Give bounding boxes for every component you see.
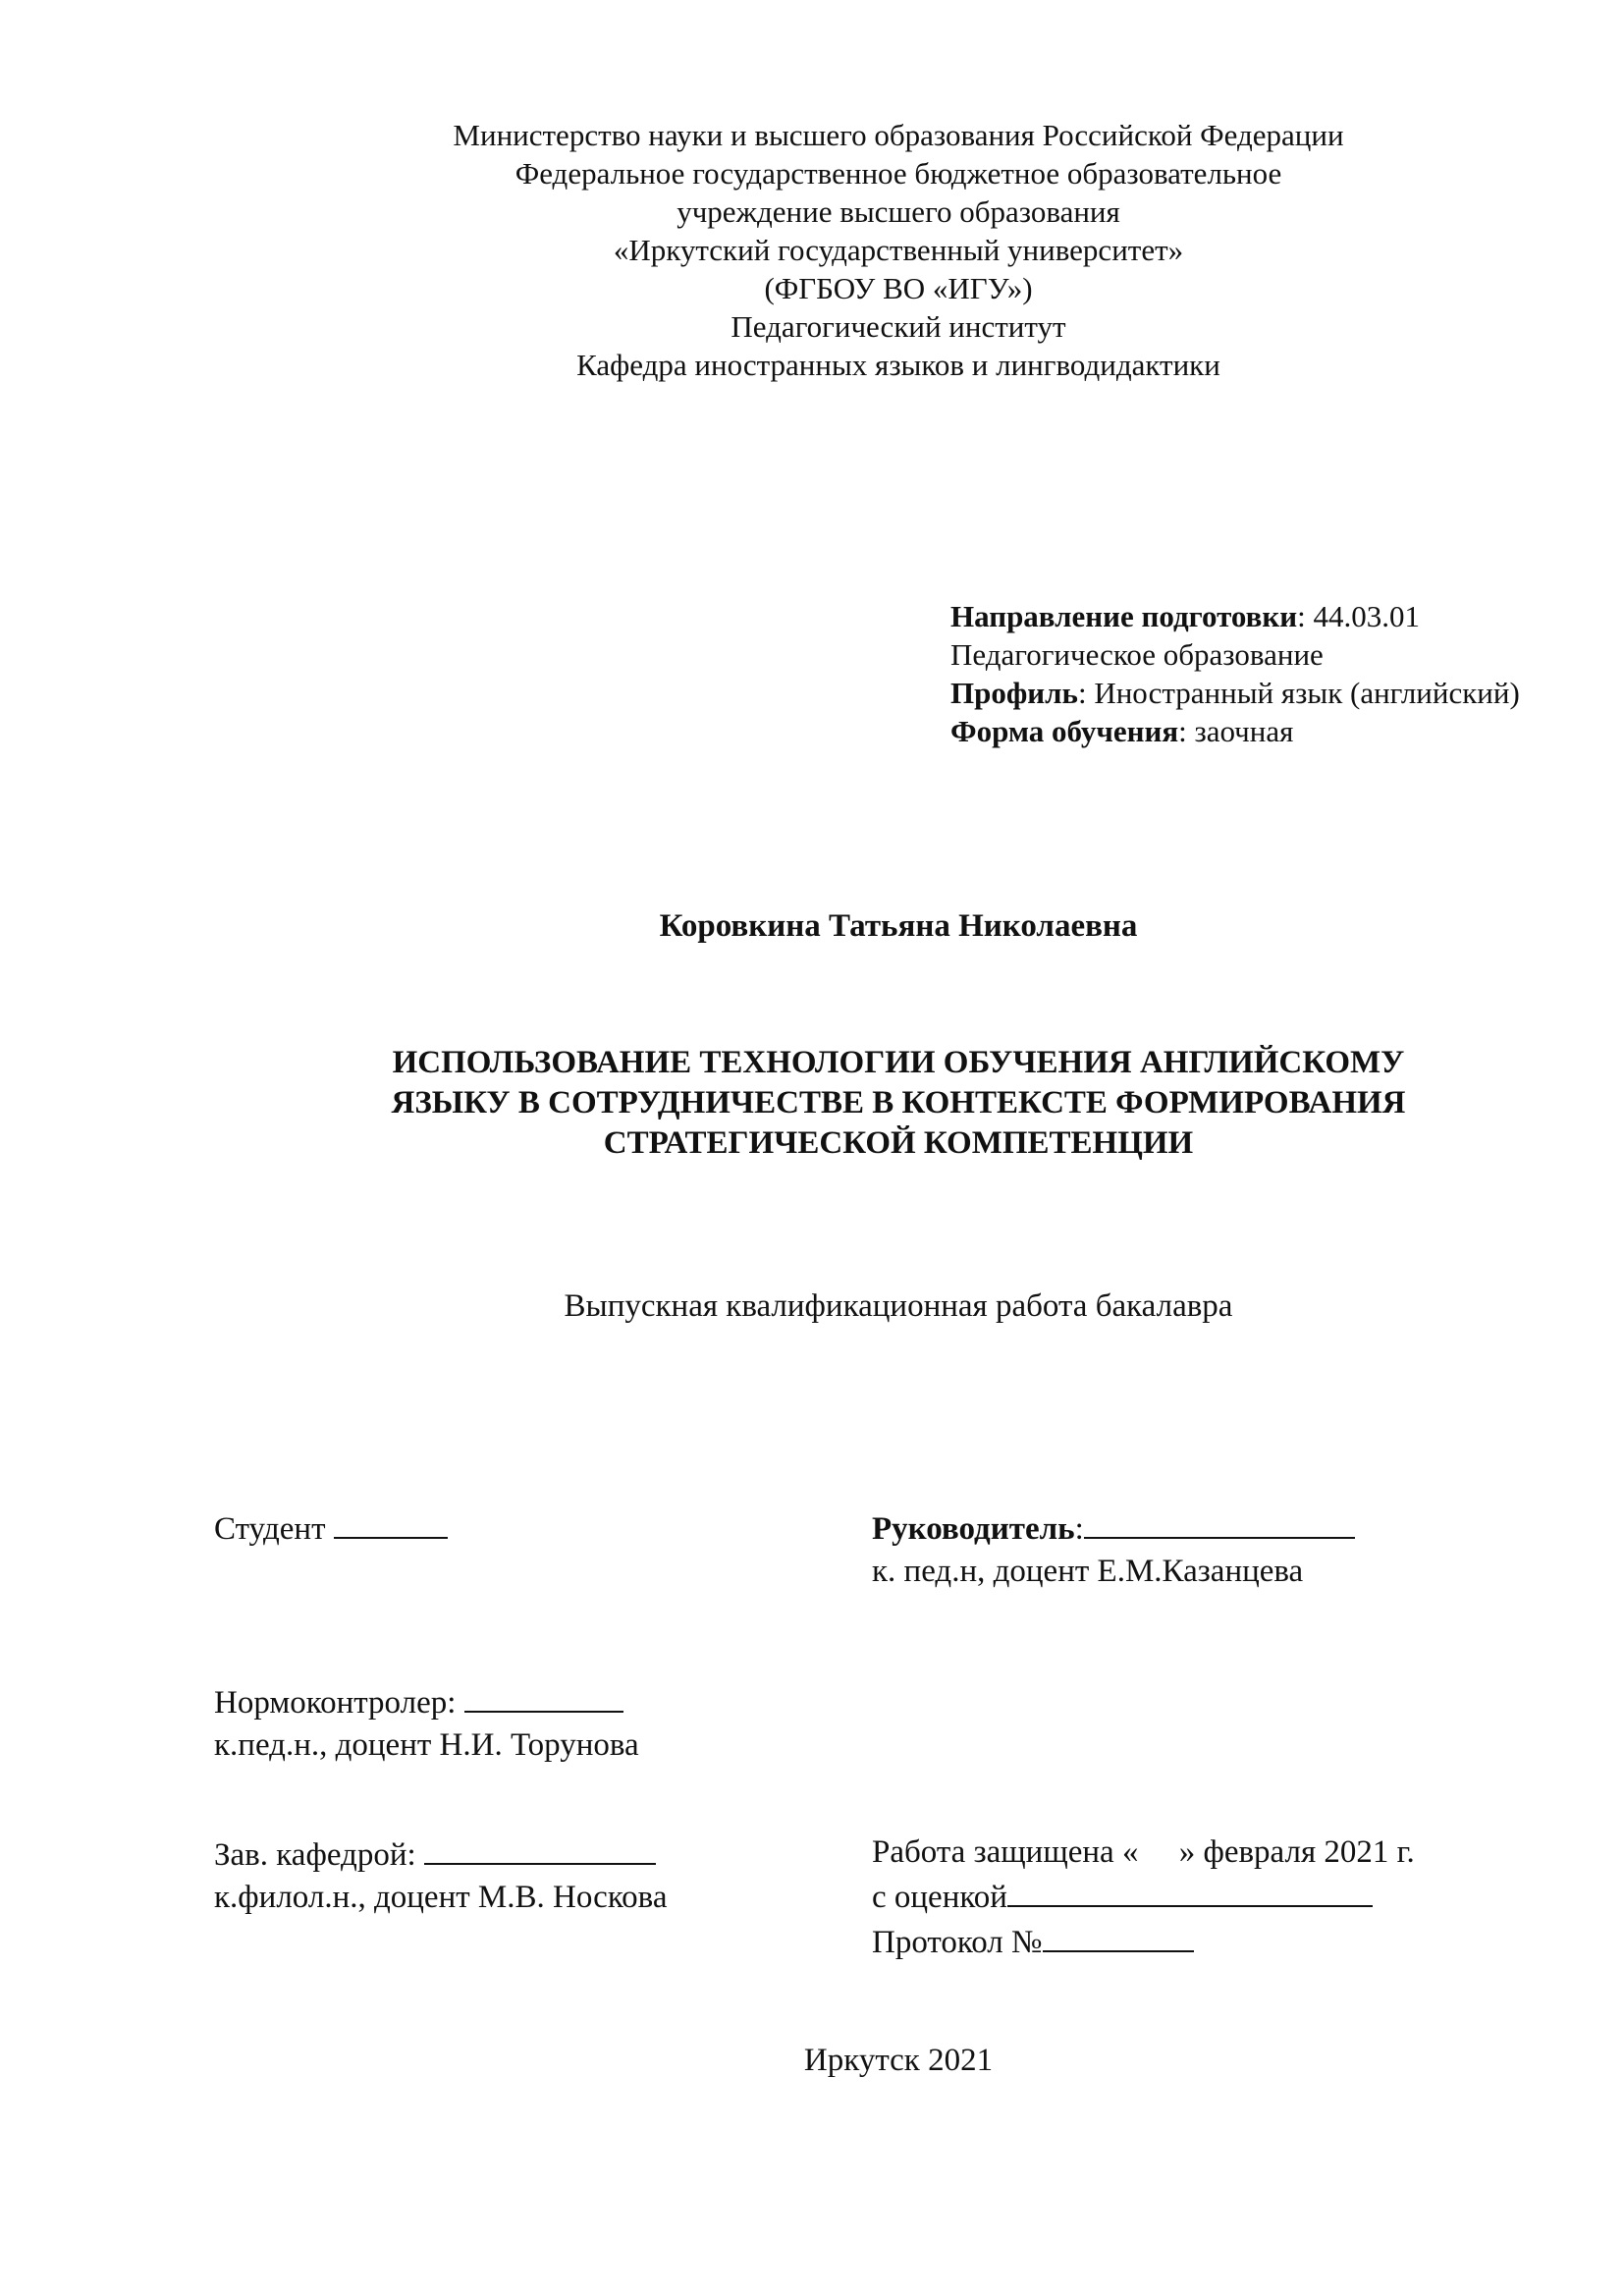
normcontrol-label: Нормоконтролер:	[214, 1685, 457, 1721]
profile-line	[950, 674, 1520, 712]
profile-value: : Иностранный язык (английский)	[1077, 676, 1520, 710]
thesis-title-line: СТРАТЕГИЧЕСКОЙ КОМПЕТЕНЦИИ	[603, 1125, 1194, 1161]
study-form-line	[950, 712, 1520, 750]
institution-header	[0, 116, 1624, 384]
supervisor-block	[872, 1505, 1355, 1593]
header-line-institute: Педагогический институт	[731, 309, 1066, 344]
city-year: Иркутск 2021	[803, 2043, 994, 2078]
study-form-value: : заочная	[1178, 714, 1294, 748]
header-line-department: Кафедра иностранных языков и лингводидактики	[576, 348, 1220, 382]
protocol-label: Протокол №	[872, 1925, 1043, 1960]
header-line-institution-type: учреждение высшего образования	[677, 194, 1120, 229]
defense-block	[872, 1831, 1415, 1964]
head-of-department-signature-line	[424, 1831, 656, 1865]
head-of-department-block	[214, 1831, 667, 1919]
protocol-number-line	[1043, 1919, 1194, 1952]
direction-label: Направление подготовки	[950, 599, 1298, 633]
thesis-title-line: ЯЗЫКУ В СОТРУДНИЧЕСТВЕ В КОНТЕКСТЕ ФОРМИРОВАНИЯ	[391, 1085, 1406, 1121]
work-type: Выпускная квалификационная работа бакалавра	[564, 1288, 1233, 1324]
thesis-title	[0, 1043, 1624, 1164]
grade-label: с оценкой	[872, 1880, 1007, 1915]
header-line-ministry: Министерство науки и высшего образования Российской Федерации	[453, 118, 1344, 152]
supervisor-details: к. пед.н, доцент Е.М.Казанцева	[872, 1554, 1304, 1589]
grade-line	[1007, 1874, 1373, 1907]
defense-date-line	[872, 1831, 1415, 1874]
normcontrol-block	[214, 1679, 639, 1767]
header-line-federal: Федеральное государственное бюджетное образовательное	[514, 156, 1282, 191]
study-form-label: Форма обучения	[950, 714, 1179, 748]
normcontrol-signature-line	[464, 1679, 623, 1713]
student-block	[214, 1505, 448, 1551]
head-of-department-label: Зав. кафедрой:	[214, 1837, 416, 1873]
supervisor-colon: :	[1074, 1511, 1084, 1547]
student-signature-line	[334, 1505, 448, 1539]
head-of-department-details: к.филол.н., доцент М.В. Носкова	[214, 1880, 668, 1915]
normcontrol-details: к.пед.н., доцент Н.И. Торунова	[214, 1727, 639, 1763]
thesis-title-line: ИСПОЛЬЗОВАНИЕ ТЕХНОЛОГИИ ОБУЧЕНИЯ АНГЛИЙСКОМУ	[392, 1045, 1405, 1080]
header-line-university: «Иркутский государственный университет»	[613, 233, 1184, 267]
supervisor-label: Руководитель	[872, 1511, 1075, 1547]
student-label: Студент	[214, 1511, 326, 1547]
program-info	[950, 597, 1520, 750]
supervisor-signature-line	[1084, 1505, 1355, 1539]
direction-value: : 44.03.01	[1297, 599, 1420, 633]
author-name: Коровкина Татьяна Николаевна	[659, 908, 1138, 944]
defense-date-text: Работа защищена « » февраля 2021 г.	[872, 1834, 1415, 1870]
profile-label: Профиль	[950, 676, 1078, 710]
direction-line	[950, 597, 1520, 635]
header-line-abbreviation: (ФГБОУ ВО «ИГУ»)	[764, 271, 1033, 305]
direction-continuation: Педагогическое образование	[950, 637, 1324, 672]
